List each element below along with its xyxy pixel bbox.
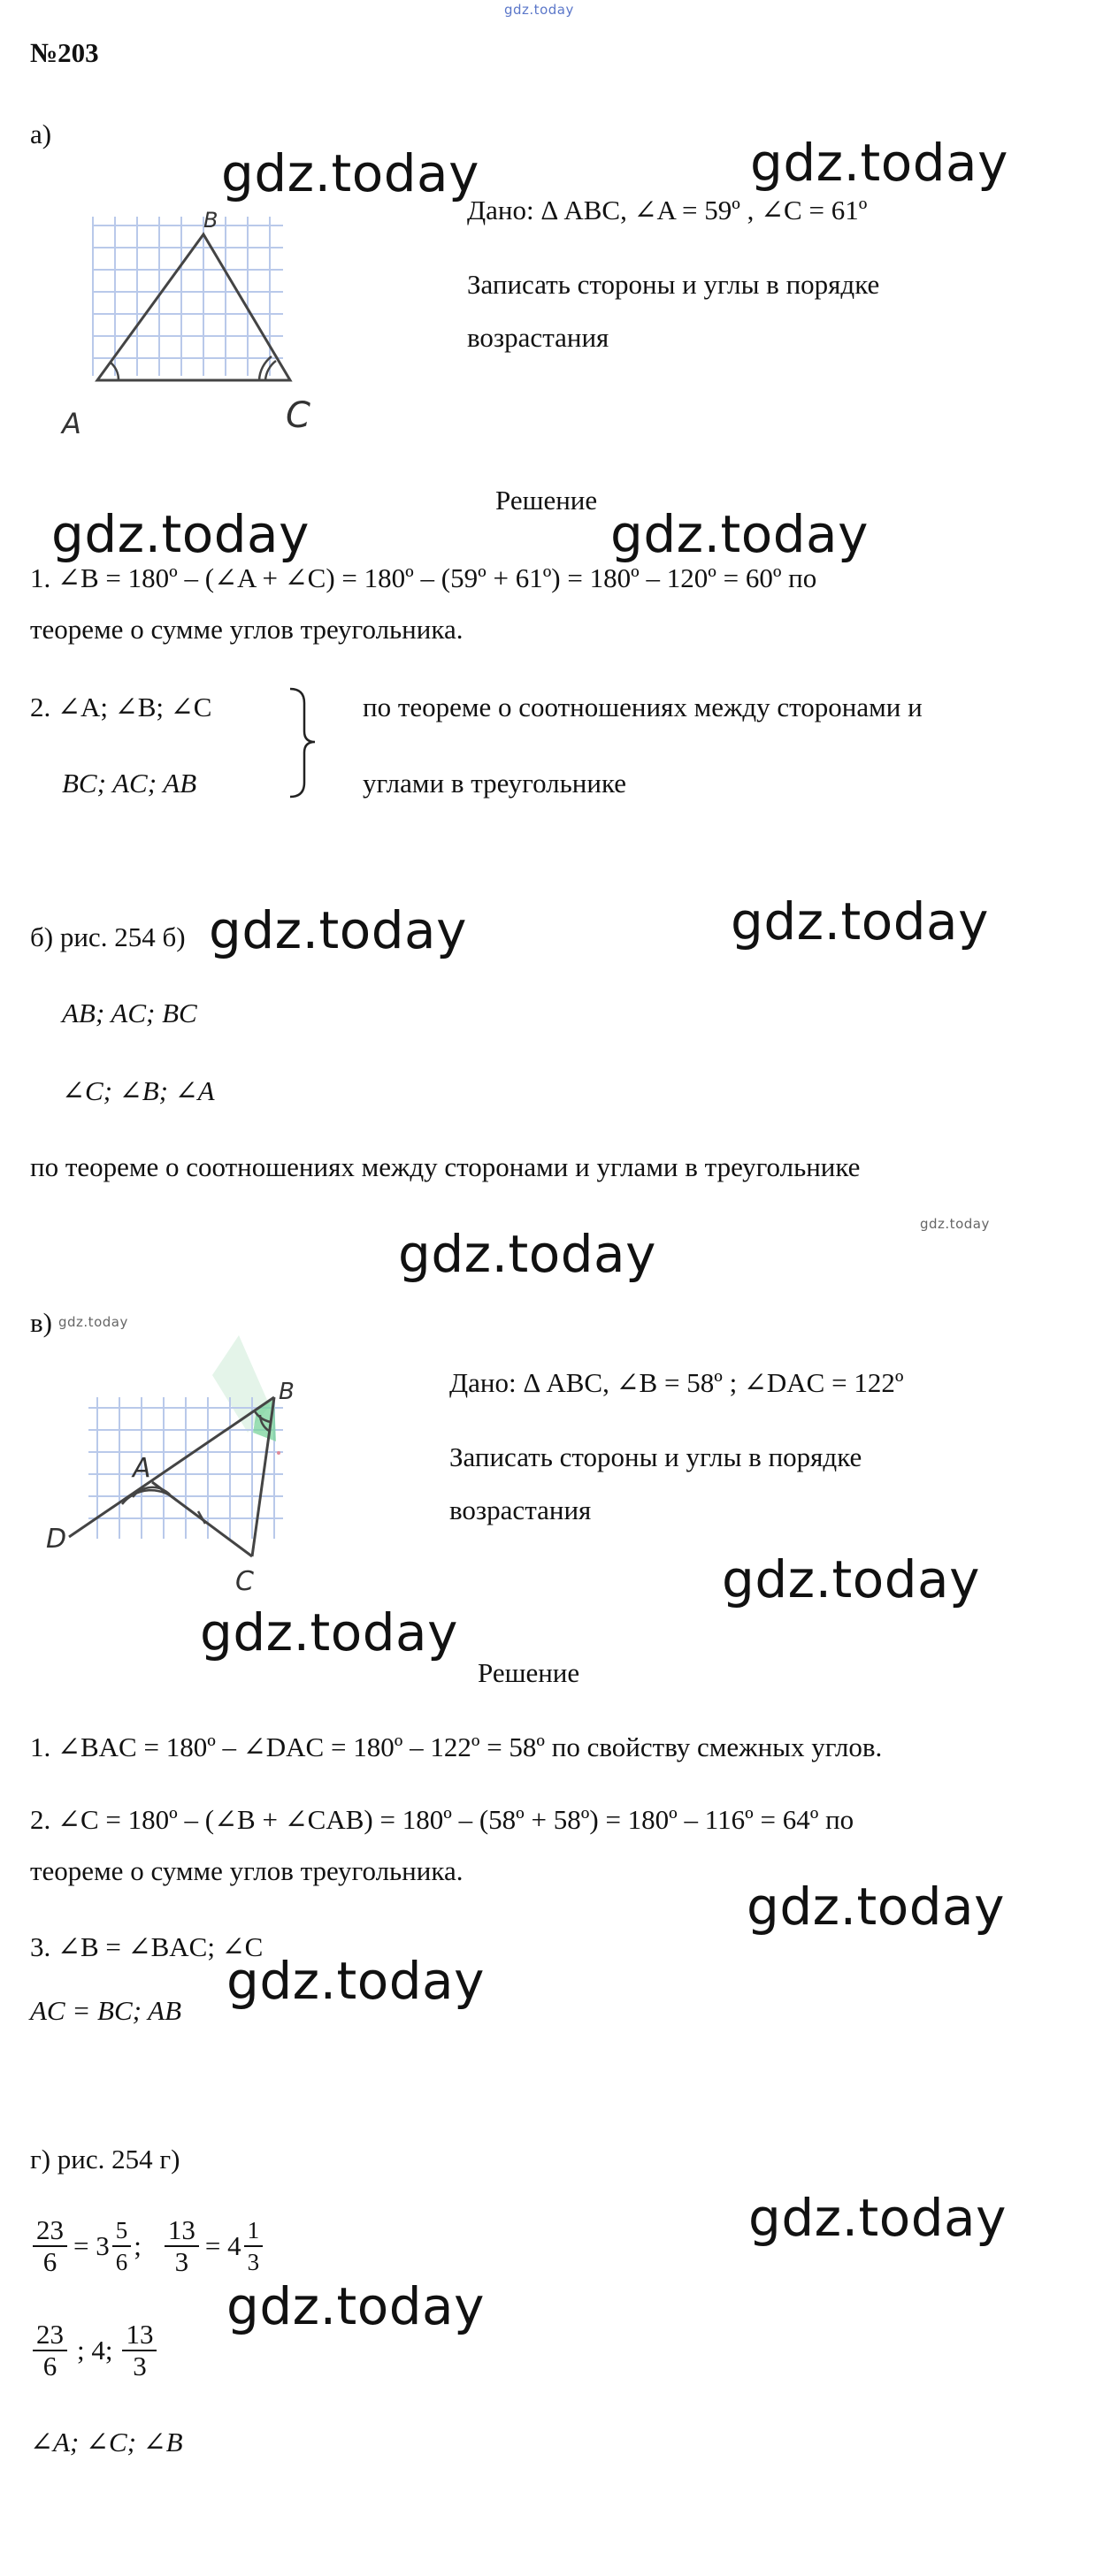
part-a-step2-angles: 2. ∠A; ∠B; ∠C: [30, 692, 212, 722]
part-a-step2-reason-line1: по теореме о соотношениях между сторонами и: [363, 692, 923, 722]
triangle-figure-a: [44, 199, 336, 455]
watermark: gdz.today: [221, 143, 479, 203]
part-v-step3-line1: 3. ∠B = ∠BAC; ∠C: [30, 1931, 264, 1962]
watermark: gdz.today: [51, 504, 310, 564]
part-v-step2-line2: теореме о сумме углов треугольника.: [30, 1855, 464, 1886]
fraction-13-3: $\frac{13}{3}$: [122, 2320, 157, 2381]
part-g-order-line: [30, 2315, 159, 2386]
part-a-task-line2: возрастания: [467, 322, 609, 353]
fraction-23-6: $\frac{23}{6}$: [33, 2320, 67, 2381]
problem-number: №203: [30, 37, 99, 68]
part-a-step2-reason-line2: углами в треугольнике: [363, 768, 626, 799]
part-g-label: г) рис. 254 г): [30, 2144, 180, 2175]
part-v-given: Дано: Δ ABC, ∠B = 58º ; ∠DAC = 122º: [449, 1367, 904, 1398]
fraction-5-6: $\frac{5}{6}$: [112, 2215, 132, 2277]
watermark: gdz.today: [722, 1549, 980, 1609]
part-v-task-line1: Записать стороны и углы в порядке: [449, 1441, 862, 1472]
part-a-step1-line1: 1. ∠B = 180º – (∠A + ∠C) = 180º – (59º + 61º) = 180º – 120º = 60º по: [30, 562, 817, 593]
vertex-label-a: A: [62, 407, 81, 440]
part-g-fractions-line: [30, 2211, 265, 2282]
watermark: gdz.today: [610, 504, 869, 564]
equals-four: = 4: [204, 2230, 241, 2261]
watermark: gdz.today: [748, 2188, 1007, 2248]
watermark: gdz.today: [731, 891, 989, 952]
part-v-task-line2: возрастания: [449, 1494, 592, 1525]
vertex-label-c: C: [286, 395, 310, 436]
watermark: gdz.today: [747, 1877, 1005, 1937]
watermark: gdz.today: [750, 133, 1008, 193]
part-v-step3-line2: AC = BC; AB: [30, 1995, 182, 2026]
vertex-label-d: D: [46, 1524, 67, 1555]
watermark: gdz.today: [200, 1602, 458, 1663]
watermark-top: gdz.today: [504, 2, 574, 18]
separator: ;: [134, 2230, 142, 2261]
vertex-label-b: B: [279, 1379, 295, 1405]
fraction-1-3: $\frac{1}{3}$: [244, 2215, 264, 2277]
part-v-step1: 1. ∠BAC = 180º – ∠DAC = 180º – 122º = 58º по свойству смежных углов.: [30, 1731, 883, 1762]
watermark: gdz.today: [209, 900, 467, 960]
part-b-sides: AB; AC; BC: [62, 998, 197, 1028]
watermark-small: gdz.today: [58, 1314, 128, 1330]
vertex-label-a: A: [133, 1453, 151, 1484]
part-b-angles: ∠C; ∠B; ∠A: [62, 1075, 215, 1106]
part-g-angles: ∠A; ∠C; ∠B: [30, 2427, 183, 2458]
part-b-label: б) рис. 254 б): [30, 921, 186, 952]
part-a-solution-title: Решение: [495, 485, 598, 516]
curly-brace: [283, 685, 318, 800]
fraction-23-6: $\frac{23}{6}$: [33, 2215, 67, 2277]
part-a-label: а): [30, 118, 52, 149]
part-a-step1-line2: теореме о сумме углов треугольника.: [30, 614, 464, 645]
fraction-13-3: $\frac{13}{3}$: [165, 2215, 199, 2277]
equals-three: = 3: [73, 2230, 110, 2261]
vertex-label-c: C: [235, 1566, 254, 1597]
part-v-step2-line1: 2. ∠C = 180º – (∠B + ∠CAB) = 180º – (58º + 58º) = 180º – 116º = 64º по: [30, 1804, 854, 1835]
part-v-solution-title: Решение: [478, 1657, 580, 1688]
triangle-figure-v: [35, 1326, 354, 1601]
part-b-reason: по теореме о соотношениях между сторонами и углами в треугольнике: [30, 1151, 861, 1182]
watermark: gdz.today: [398, 1224, 656, 1284]
watermark-small: gdz.today: [920, 1216, 990, 1232]
watermark: gdz.today: [226, 2276, 485, 2336]
part-a-step2-sides: BC; AC; AB: [62, 768, 197, 799]
watermark: gdz.today: [226, 1951, 485, 2011]
part-a-task-line1: Записать стороны и углы в порядке: [467, 269, 880, 300]
vertex-label-b: B: [203, 208, 218, 233]
part-a-given: Дано: Δ ABC, ∠A = 59º , ∠C = 61º: [467, 195, 868, 225]
order-middle: ; 4;: [77, 2335, 113, 2366]
part-v-label: в): [30, 1307, 52, 1338]
